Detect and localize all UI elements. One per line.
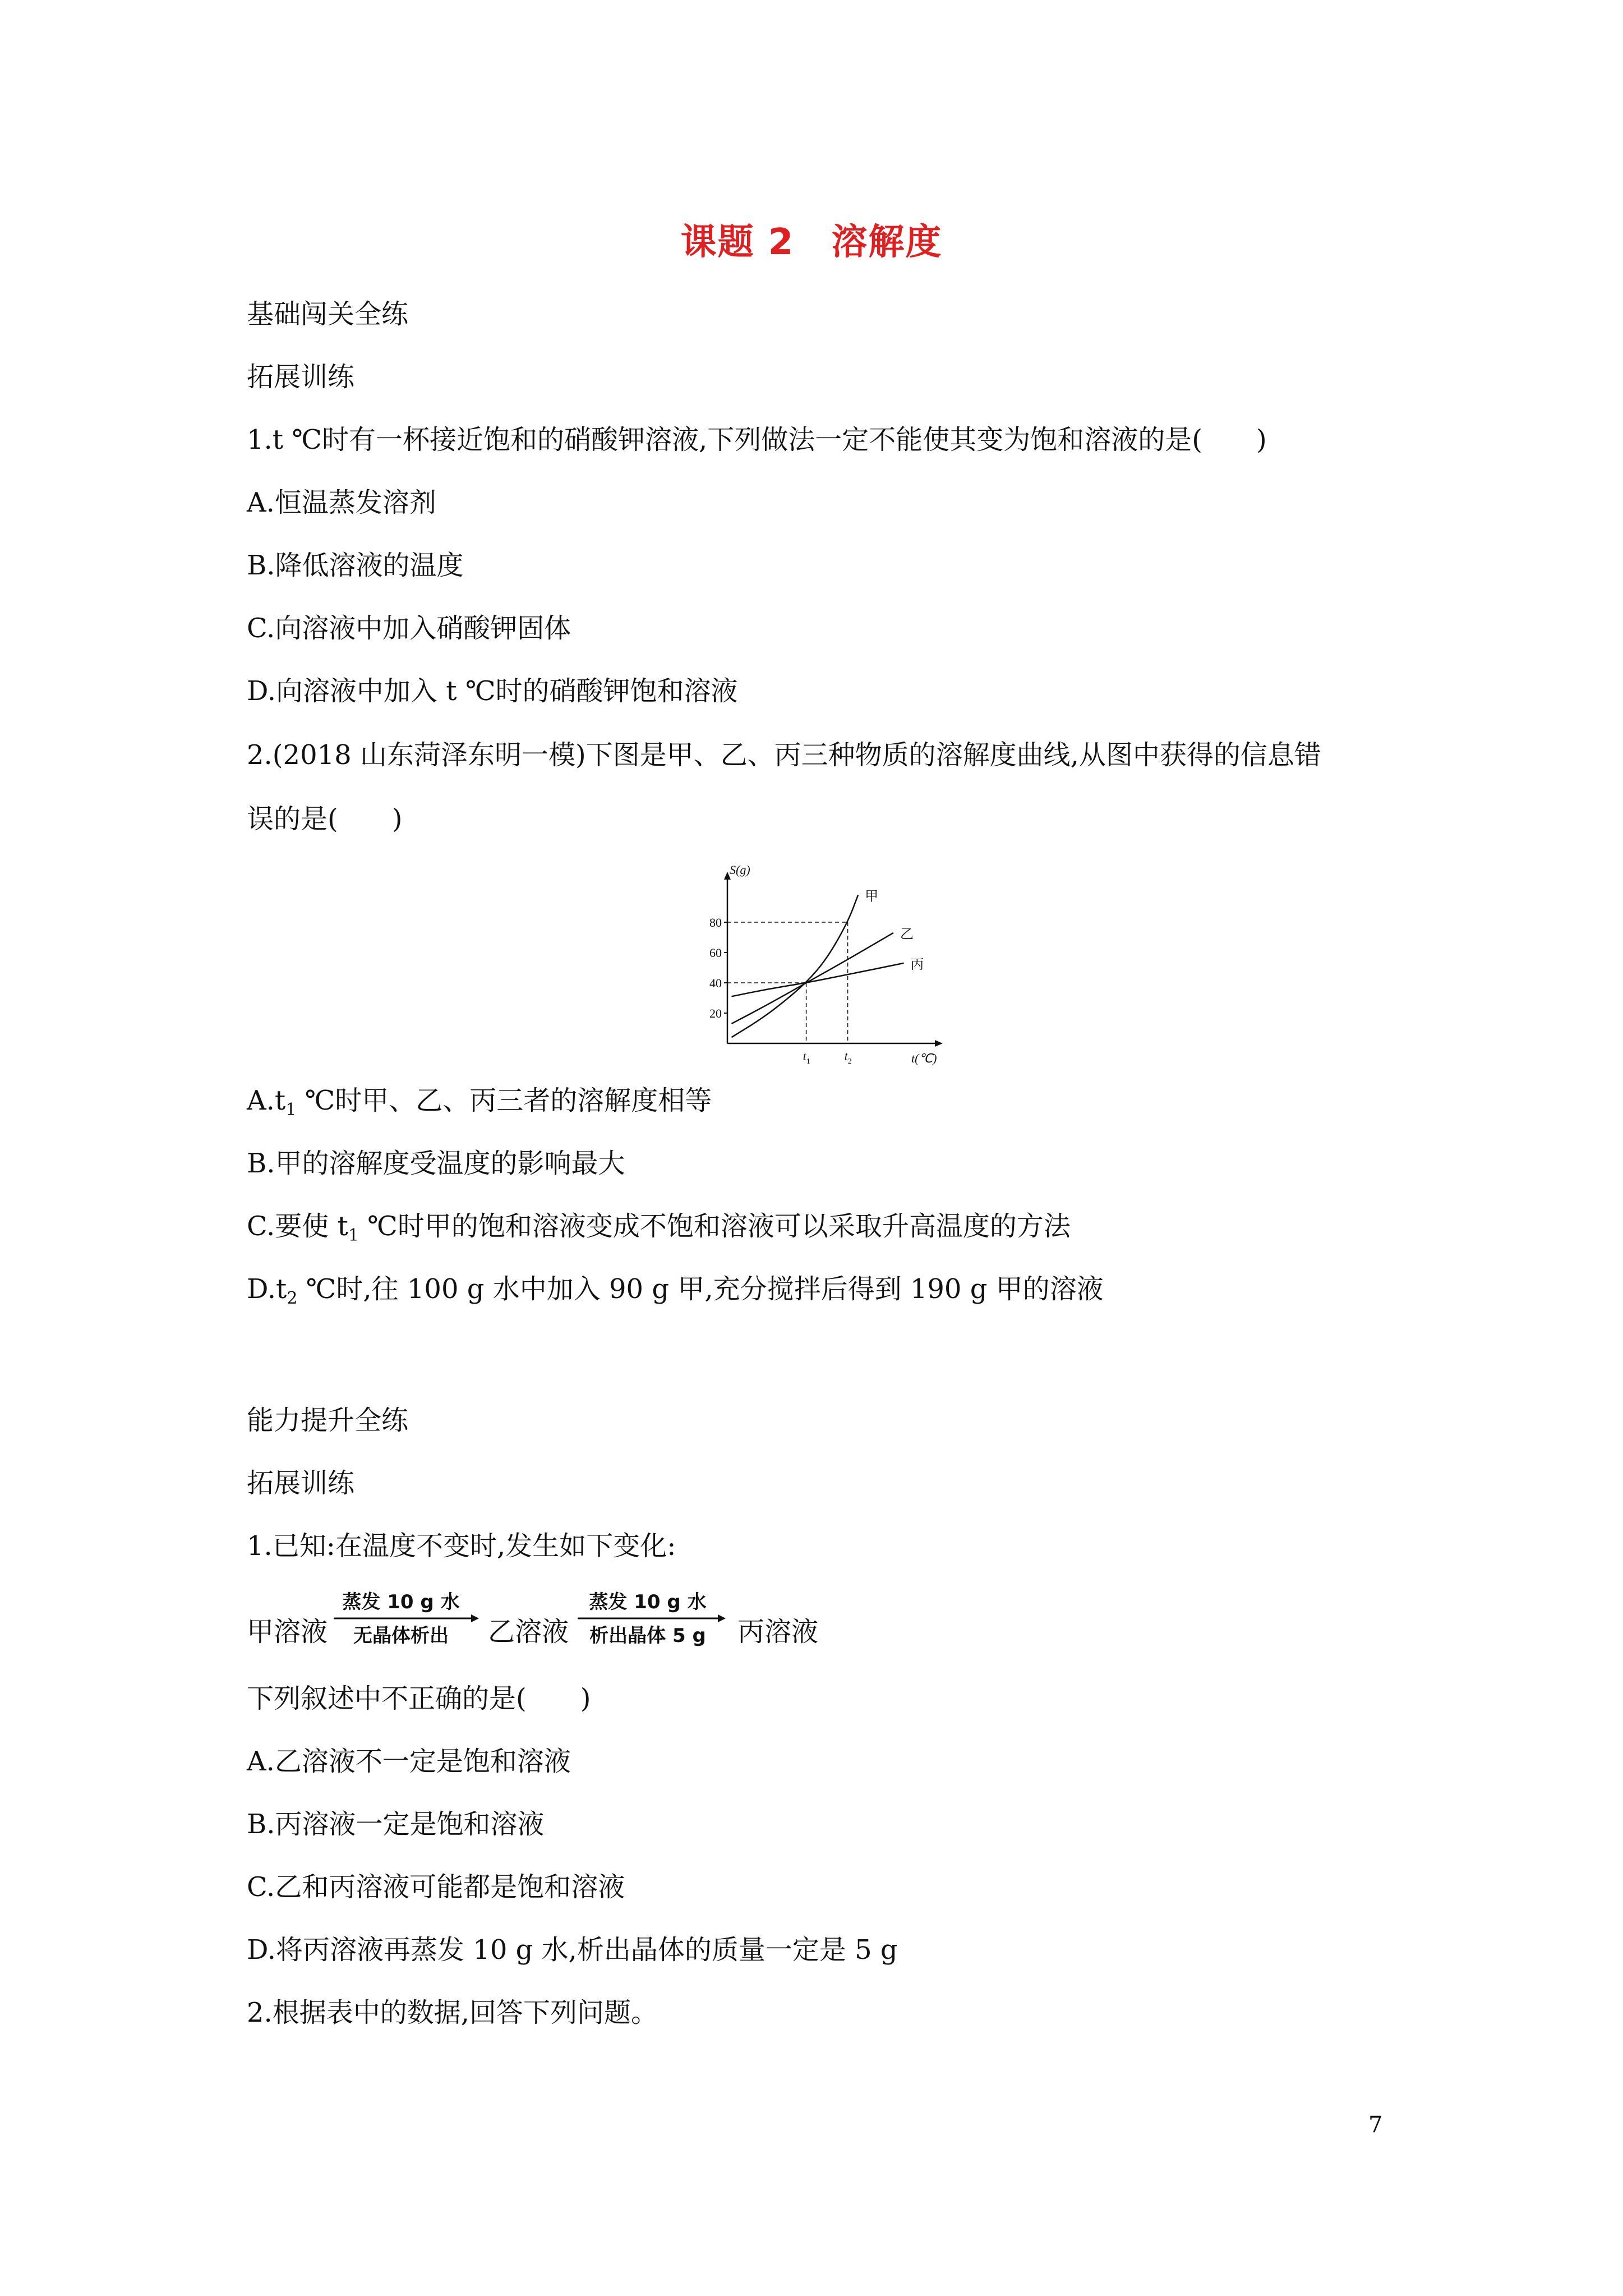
series-curve-3	[731, 963, 903, 996]
subheading-extension: 拓展训练	[247, 361, 355, 393]
y-tick-label: 80	[709, 915, 722, 930]
section-heading-advanced: 能力提升全练	[247, 1405, 409, 1436]
q1-option-d: D.向溶液中加入 t ℃时的硝酸钾饱和溶液	[247, 675, 738, 707]
question-1-stem: 1.t ℃时有一杯接近饱和的硝酸钾溶液,下列做法一定不能使其变为饱和溶液的是( )	[247, 424, 1267, 455]
page-title: 课题 2 溶解度	[680, 222, 943, 263]
aq1-option-b: B.丙溶液一定是饱和溶液	[247, 1809, 545, 1840]
series-label-2: 乙	[900, 927, 914, 942]
q1-option-c: C.向溶液中加入硝酸钾固体	[247, 613, 571, 644]
advanced-question-2-stem: 2.根据表中的数据,回答下列问题。	[247, 1997, 658, 2028]
question-2-stem-line1: 2.(2018 山东菏泽东明一模)下图是甲、乙、丙三种物质的溶解度曲线,从图中获得的信息错	[247, 739, 1321, 771]
q2-option-b: B.甲的溶解度受温度的影响最大	[247, 1148, 625, 1179]
flow-arrow2-bottom: 析出晶体 5 g	[589, 1625, 706, 1647]
subheading-extension-2: 拓展训练	[247, 1467, 355, 1499]
aq1-option-d: D.将丙溶液再蒸发 10 g 水,析出晶体的质量一定是 5 g	[247, 1934, 898, 1966]
solubility-chart	[698, 864, 945, 1068]
x-axis-label: t(℃)	[911, 1051, 937, 1065]
solution-flow-diagram	[247, 1579, 920, 1660]
y-tick-label: 40	[709, 976, 722, 990]
series-label-3: 丙	[910, 957, 924, 972]
y-tick-label: 60	[709, 946, 722, 960]
flow-arrow2-top: 蒸发 10 g 水	[589, 1591, 707, 1613]
flow-arrow1-top: 蒸发 10 g 水	[342, 1591, 460, 1613]
flow-start: 甲溶液	[247, 1616, 328, 1648]
series-label-1: 甲	[865, 889, 879, 904]
x-tick-label: $t_1$	[803, 1049, 810, 1066]
q1-option-b: B.降低溶液的温度	[247, 550, 464, 581]
q2-option-d: $D.t_2$ ℃时,往 100 g 水中加入 90 g 甲,充分搅拌后得到 190 g 甲的溶液	[247, 1273, 1104, 1308]
flow-arrow1-head	[471, 1614, 479, 1622]
aq1-option-c: C.乙和丙溶液可能都是饱和溶液	[247, 1871, 625, 1903]
flow-end: 丙溶液	[737, 1616, 819, 1648]
q2-option-c: C.要使 $t_1$ ℃时甲的饱和溶液变成不饱和溶液可以采取升高温度的方法	[247, 1211, 1071, 1245]
section-heading-basic: 基础闯关全练	[247, 298, 409, 330]
advanced-question-1-prompt: 下列叙述中不正确的是( )	[247, 1683, 591, 1714]
flow-arrow1-bottom: 无晶体析出	[353, 1625, 449, 1647]
aq1-option-a: A.乙溶液不一定是饱和溶液	[247, 1746, 571, 1777]
x-tick-label: $t_2$	[844, 1049, 852, 1066]
series-curve-2	[731, 933, 893, 1024]
advanced-question-1-stem: 1.已知:在温度不变时,发生如下变化:	[247, 1530, 676, 1562]
question-2-stem-line2: 误的是( )	[247, 803, 403, 835]
q2-option-a: $A.t_1$ ℃时甲、乙、丙三者的溶解度相等	[247, 1085, 712, 1120]
q1-option-a: A.恒温蒸发溶剂	[247, 487, 436, 518]
page-number: 7	[1368, 2112, 1383, 2138]
y-tick-label: 20	[709, 1006, 722, 1020]
flow-middle: 乙溶液	[488, 1616, 569, 1648]
flow-arrow2-head	[718, 1614, 726, 1622]
y-axis-label: S(g)	[730, 864, 750, 877]
x-axis-arrow	[935, 1040, 943, 1047]
series-curve-1	[731, 895, 858, 1037]
